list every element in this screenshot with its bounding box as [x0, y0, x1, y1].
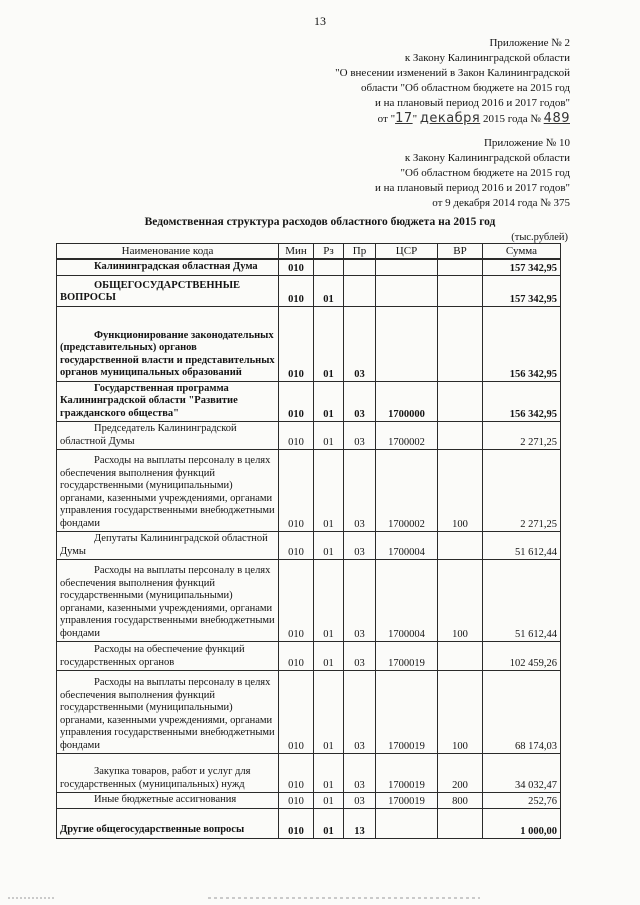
row-vr — [438, 306, 483, 381]
appendix-10-line: от 9 декабря 2014 года № 375 — [432, 197, 570, 209]
table-row — [57, 560, 561, 642]
row-min: 010 — [279, 275, 314, 306]
row-pr — [344, 259, 376, 275]
row-rz: 01 — [314, 450, 344, 532]
row-name: Закупка товаров, работ и услуг для государственных (муниципальных) нужд — [57, 754, 279, 793]
row-vr: 100 — [438, 560, 483, 642]
table-row — [57, 450, 561, 532]
appendix-2-line: к Закону Калининградской области — [404, 52, 570, 64]
row-name: Депутаты Калининградской областной Думы — [57, 532, 279, 560]
row-sum: 102 459,26 — [483, 642, 561, 671]
row-pr: 03 — [344, 450, 376, 532]
row-pr: 03 — [344, 306, 376, 381]
row-vr — [438, 422, 483, 450]
row-pr: 03 — [344, 754, 376, 793]
row-vr: 200 — [438, 754, 483, 793]
column-header: ВР — [438, 244, 483, 260]
row-name: Расходы на обеспечение функций государственных органов — [57, 642, 279, 671]
row-csr: 1700019 — [376, 671, 438, 754]
row-rz: 01 — [314, 808, 344, 838]
row-csr: 1700019 — [376, 754, 438, 793]
handwritten-number: 489 — [543, 111, 570, 126]
table-row — [57, 754, 561, 793]
row-name: Функционирование законодательных (представительных) органов государственной власти и представительных органов муниципальных образований — [57, 306, 279, 381]
row-csr — [376, 306, 438, 381]
row-vr — [438, 275, 483, 306]
row-pr: 03 — [344, 381, 376, 422]
row-sum: 156 342,95 — [483, 381, 561, 422]
row-pr: 03 — [344, 422, 376, 450]
row-csr — [376, 275, 438, 306]
row-csr: 1700019 — [376, 793, 438, 809]
appendix-2-line: Приложение № 2 — [489, 37, 570, 49]
row-sum: 2 271,25 — [483, 422, 561, 450]
row-name: ОБЩЕГОСУДАРСТВЕННЫЕ ВОПРОСЫ — [57, 275, 279, 306]
appendix-2-line: области "Об областном бюджете на 2015 год — [361, 82, 570, 94]
column-header: Мин — [279, 244, 314, 260]
row-name: Расходы на выплаты персоналу в целях обеспечения выполнения функций государственными (муниципальными) органами, казенными учреждениями, органами управления государственными внебюджетными фондами — [57, 671, 279, 754]
row-sum: 252,76 — [483, 793, 561, 809]
row-name: Калининградская областная Дума — [57, 259, 279, 275]
handwritten-day: 17 — [395, 111, 413, 126]
date-mid: " — [412, 113, 418, 125]
appendix-10-line: "Об областном бюджете на 2015 год — [400, 167, 570, 179]
row-csr: 1700000 — [376, 381, 438, 422]
row-sum: 156 342,95 — [483, 306, 561, 381]
column-header: Пр — [344, 244, 376, 260]
row-vr: 100 — [438, 671, 483, 754]
row-name: Другие общегосударственные вопросы — [57, 808, 279, 838]
row-name: Расходы на выплаты персоналу в целях обеспечения выполнения функций государственными (муниципальными) органами, казенными учреждениями, органами управления государственными внебюджетными фондами — [57, 560, 279, 642]
row-pr: 03 — [344, 560, 376, 642]
appendix-2-header — [335, 36, 570, 127]
row-rz: 01 — [314, 275, 344, 306]
budget-table — [56, 243, 561, 839]
table-row — [57, 259, 561, 275]
row-rz: 01 — [314, 306, 344, 381]
row-vr — [438, 808, 483, 838]
row-min: 010 — [279, 671, 314, 754]
table-row — [57, 671, 561, 754]
appendix-2-line: "О внесении изменений в Закон Калининградской — [335, 67, 570, 79]
column-header: Наименование кода — [57, 244, 279, 260]
row-vr — [438, 642, 483, 671]
table-row — [57, 306, 561, 381]
row-rz — [314, 259, 344, 275]
row-pr — [344, 275, 376, 306]
table-row — [57, 808, 561, 838]
row-sum: 157 342,95 — [483, 275, 561, 306]
row-rz: 01 — [314, 793, 344, 809]
table-row — [57, 793, 561, 809]
row-min: 010 — [279, 808, 314, 838]
row-name: Расходы на выплаты персоналу в целях обеспечения выполнения функций государственными (муниципальными) органами, казенными учреждениями, органами управления государственными внебюджетными фондами — [57, 450, 279, 532]
row-rz: 01 — [314, 642, 344, 671]
row-min: 010 — [279, 381, 314, 422]
row-min: 010 — [279, 754, 314, 793]
row-name: Иные бюджетные ассигнования — [57, 793, 279, 809]
row-csr: 1700004 — [376, 560, 438, 642]
document-title: Ведомственная структура расходов областного бюджета на 2015 год — [144, 216, 496, 228]
date-year: 2015 года № — [483, 113, 541, 125]
column-header: ЦСР — [376, 244, 438, 260]
row-name: Председатель Калининградской областной Думы — [57, 422, 279, 450]
table-row — [57, 381, 561, 422]
units-label: (тыс.рублей) — [511, 232, 568, 243]
row-min: 010 — [279, 422, 314, 450]
row-vr: 800 — [438, 793, 483, 809]
scan-edge-marks — [0, 896, 640, 900]
table-row — [57, 275, 561, 306]
row-sum: 51 612,44 — [483, 532, 561, 560]
row-pr: 03 — [344, 532, 376, 560]
row-min: 010 — [279, 793, 314, 809]
row-rz: 01 — [314, 532, 344, 560]
appendix-10-line: и на плановый период 2016 и 2017 годов" — [374, 182, 570, 194]
row-rz: 01 — [314, 422, 344, 450]
row-min: 010 — [279, 642, 314, 671]
row-min: 010 — [279, 560, 314, 642]
row-min: 010 — [279, 450, 314, 532]
row-csr: 1700002 — [376, 450, 438, 532]
page-number: 13 — [314, 14, 326, 28]
appendix-10-line: Приложение № 10 — [483, 137, 570, 149]
row-csr: 1700004 — [376, 532, 438, 560]
row-min: 010 — [279, 532, 314, 560]
date-prefix: от " — [377, 113, 396, 125]
appendix-10-line: к Закону Калининградской области — [404, 152, 570, 164]
row-vr — [438, 259, 483, 275]
row-rz: 01 — [314, 381, 344, 422]
row-pr: 03 — [344, 642, 376, 671]
row-rz: 01 — [314, 560, 344, 642]
row-pr: 13 — [344, 808, 376, 838]
row-vr: 100 — [438, 450, 483, 532]
row-sum: 1 000,00 — [483, 808, 561, 838]
row-name: Государственная программа Калининградской области "Развитие гражданского общества" — [57, 381, 279, 422]
row-rz: 01 — [314, 671, 344, 754]
row-sum: 157 342,95 — [483, 259, 561, 275]
row-rz: 01 — [314, 754, 344, 793]
row-csr: 1700019 — [376, 642, 438, 671]
row-csr — [376, 259, 438, 275]
row-vr — [438, 381, 483, 422]
column-header: Рз — [314, 244, 344, 260]
table-header-row — [57, 244, 561, 260]
row-vr — [438, 532, 483, 560]
appendix-2-line: и на плановый период 2016 и 2017 годов" — [374, 97, 570, 109]
handwritten-month: декабря — [419, 111, 481, 126]
row-csr — [376, 808, 438, 838]
row-sum: 68 174,03 — [483, 671, 561, 754]
table-row — [57, 642, 561, 671]
column-header: Сумма — [483, 244, 561, 260]
row-sum: 34 032,47 — [483, 754, 561, 793]
appendix-10-header — [375, 136, 570, 211]
row-pr: 03 — [344, 793, 376, 809]
table-row — [57, 532, 561, 560]
row-sum: 2 271,25 — [483, 450, 561, 532]
row-min: 010 — [279, 259, 314, 275]
row-sum: 51 612,44 — [483, 560, 561, 642]
table-row — [57, 422, 561, 450]
row-csr: 1700002 — [376, 422, 438, 450]
row-min: 010 — [279, 306, 314, 381]
appendix-2-date-line — [335, 111, 570, 127]
row-pr: 03 — [344, 671, 376, 754]
